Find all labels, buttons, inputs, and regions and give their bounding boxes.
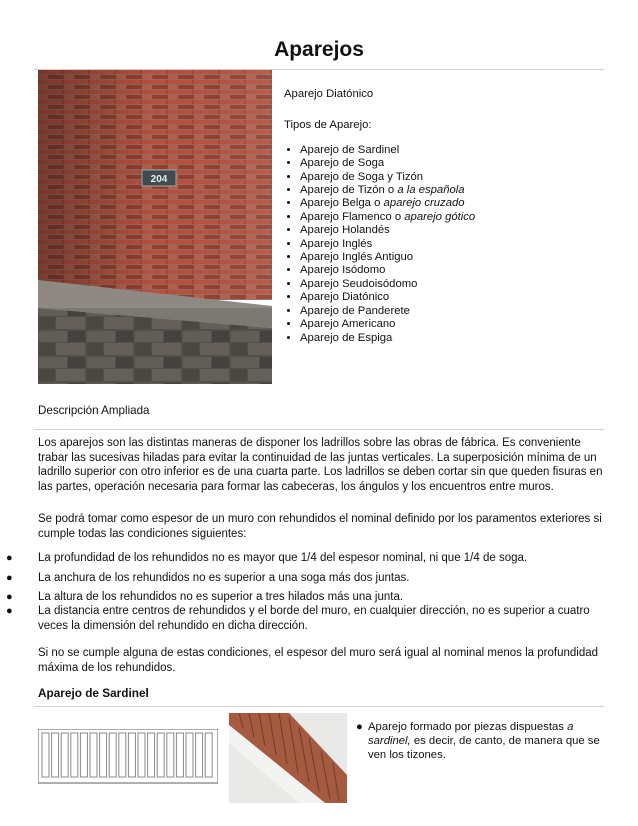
brick-on-edge [90,733,97,777]
condition-item: ● La distancia entre centros de rehundidos y el borde del muro, en cualquier dirección, no es superior a cuatro veces la dimensión del rehundido en dicha dirección. [6,605,590,632]
bond-type-item: • Aparejo de Tizón o a la española [300,184,604,197]
brick-on-edge [205,733,212,777]
sardinel-drawing [38,729,218,789]
brick-on-edge [80,733,87,777]
conditions-intro: Se podrá tomar como espesor de un muro con rehundidos el nominal definido por los paramentos exteriores si cumple todas las condiciones siguientes: [38,513,602,540]
sardinel-divider [34,706,604,707]
bond-type-item: • Aparejo Flamenco o aparejo gótico [300,211,604,224]
bond-type-item: • Aparejo Seudoisódomo [300,278,604,291]
types-label: Tipos de Aparejo: [284,119,372,132]
sardinel-photo [229,713,347,803]
brick-on-edge [138,733,145,777]
brick-on-edge [157,733,164,777]
brick-on-edge [42,733,49,777]
brick-wall-photo [38,70,272,384]
condition-item: ● La anchura de los rehundidos no es superior a una soga más dos juntas. [6,572,410,584]
brick-on-edge [52,733,59,777]
number-sign [142,170,176,186]
condition-item: ● La profundidad de los rehundidos no es mayor que 1/4 del espesor nominal, ni que 1/4 de soga. [6,552,528,564]
bond-subtitle: Aparejo Diatónico [284,88,374,100]
intro-paragraph: Los aparejos son las distintas maneras de disponer los ladrillos sobre las obras de fábrica. Es conveniente trabar las sucesivas hiladas para evitar la continuidad de las juntas verticales. La superposición mínima de un ladrillo superior con otro inferior es de una cuarta parte. Los ladrillos se deben cortar sin que queden fisuras en las partes, operación necesaria para formar las cabeceras, los ángulos y los encuentros entre muros. [38,437,603,493]
bond-type-item: • Aparejo Inglés Antiguo [300,251,604,264]
bond-types-list [284,144,604,345]
brick-on-edge [128,733,135,777]
bond-type-item: • Aparejo de Soga [300,157,604,170]
bond-type-item: • Aparejo Americano [300,318,604,331]
brick-on-edge [186,733,193,777]
brick-on-edge [100,733,107,777]
brick-on-edge [71,733,78,777]
bond-type-item: • Aparejo Isódomo [300,264,604,277]
condition-item: ● La altura de los rehundidos no es superior a tres hilados más una junta. [6,591,404,603]
bond-type-item: • Aparejo de Panderete [300,305,604,318]
bond-type-item: • Aparejo Belga o aparejo cruzado [300,197,604,210]
bullet-icon: ● [6,591,13,603]
sign-number-text: 204 [150,174,168,185]
closing-paragraph: Si no se cumple alguna de estas condiciones, el espesor del muro será igual al nominal menos la profundidad máxima de los rehundidos. [38,647,599,674]
sardinel-description: ● Aparejo formado por piezas dispuestas a sardinel, es decir, de canto, de manera que se ven los tizones. [356,721,600,762]
bond-type-item: • Aparejo Diatónico [300,291,604,304]
bullet-icon: ● [6,572,13,584]
page-title: Aparejos [274,38,364,61]
bond-type-item: • Aparejo Inglés [300,238,604,251]
description-divider [34,429,604,430]
brick-on-edge [119,733,126,777]
brick-on-edge [61,733,68,777]
bond-type-item: • Aparejo de Sardinel [300,144,604,157]
brick-on-edge [176,733,183,777]
brick-on-edge [109,733,116,777]
bullet-icon: ● [6,605,13,617]
bond-type-item: • Aparejo Holandés [300,224,604,237]
description-heading: Descripción Ampliada [38,404,150,417]
sidebar-list [284,88,604,345]
bond-type-item: • Aparejo de Soga y Tizón [300,171,604,184]
brick-on-edge [148,733,155,777]
bullet-icon: ● [356,721,363,733]
brick-on-edge [196,733,203,777]
bullet-icon: ● [6,552,13,564]
brick-on-edge [167,733,174,777]
bond-type-item: • Aparejo de Espiga [300,332,604,345]
sardinel-heading: Aparejo de Sardinel [38,686,149,700]
